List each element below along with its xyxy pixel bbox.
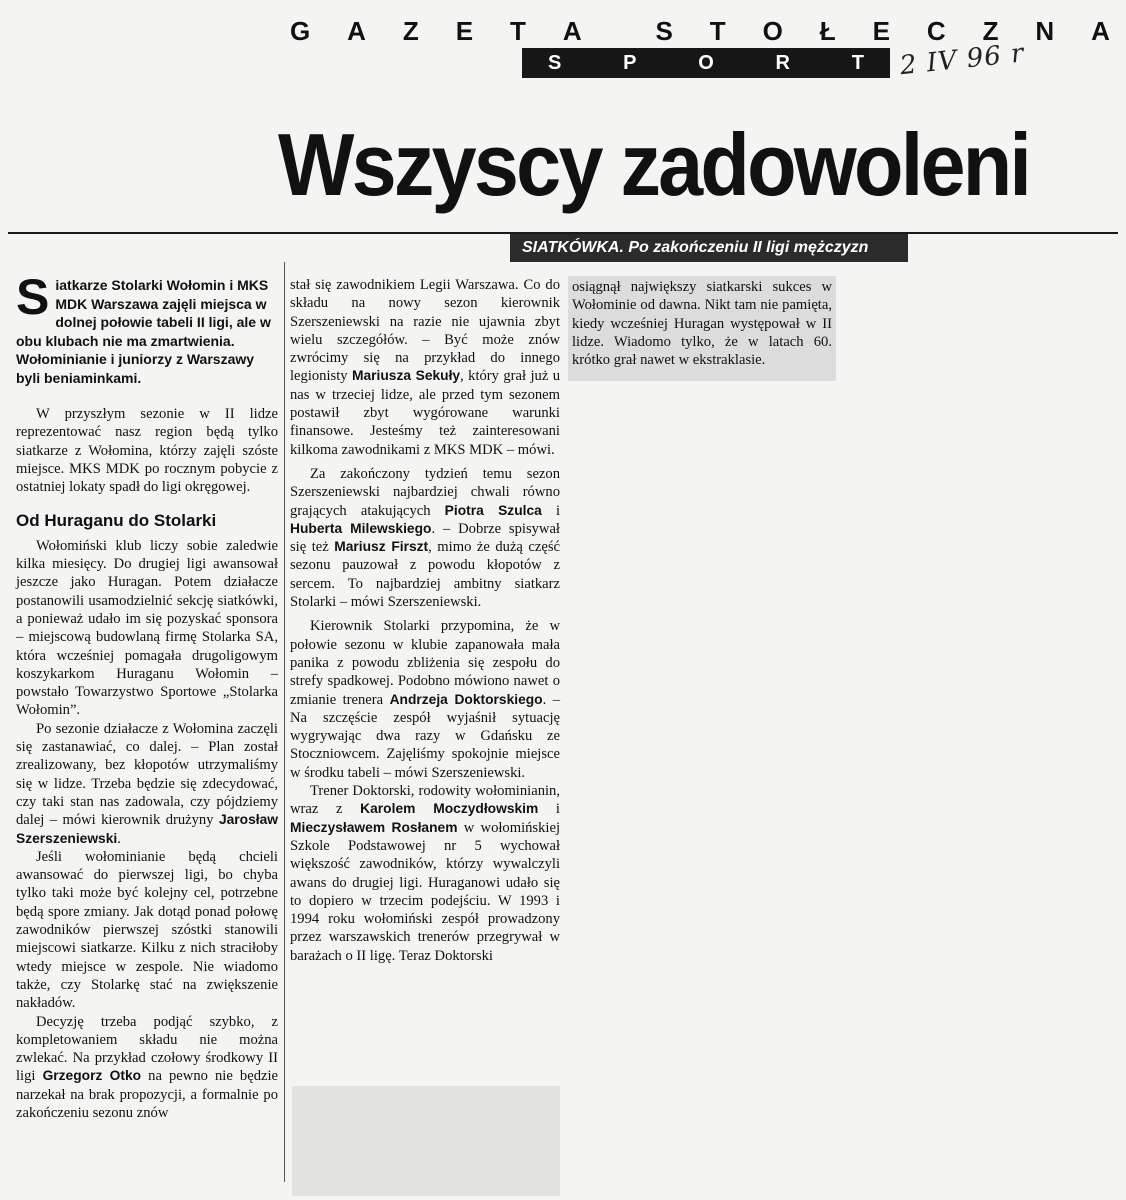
person-name: Mieczysławem Rosłanem <box>290 819 458 835</box>
section-letter: P <box>623 51 637 74</box>
column-3 <box>568 276 836 381</box>
paragraph: osiągnął największy siatkarski sukces w Wołominie od dawna. Nikt tam nie pamięta, kiedy wcześniej Huragan występował w II lidze. Wiadomo tylko, że w latach 60. krótko grał nawet w ekstraklasie. <box>572 279 832 369</box>
bleed-through-handwriting <box>840 270 1120 1170</box>
paragraph: stał się zawodnikiem Legii Warszawa. Co do składu na nowy sezon kierownik Szerszeniewski na razie nie ujawnia zbyt wielu szczegółów. – Być może znów zwrócimy się na przykład do innego legionisty Mariusza Sekuły, który grał już u nas w trzeciej lidze, ale przed tym sezonem postawił zbyt wygórowane warunki finansowe. Jesteśmy też zainteresowani kilkoma zawodnikami z MKS MDK – mówi. <box>290 277 561 458</box>
masthead-letter: O <box>762 15 783 46</box>
masthead-letter: S <box>655 15 673 46</box>
paragraph: Wołomiński klub liczy sobie zaledwie kilka miesięcy. Do drugiej ligi awansował jeszcze jako Huragan. Potem działacze postanowili usamodzielnić sekcję siatkówki, a ponieważ udało im się pozyskać sponsora – miejscową budowlaną firmę Stolarka SA, która wcześniej pomagała drugoligowym koszykarkom Huraganu Wołomin – powstało Towarzystwo Sportowe „Stolarka Wołomin”. <box>16 537 278 719</box>
paragraph: Za zakończony tydzień temu sezon Szerszeniewski najbardziej chwali równo grających atakujących Piotra Szulca i Huberta Milewskiego. – Dobrze spisywał się też Mariusz Firszt, mimo że dużą część sezonu pauzował z powodu kłopotów z sercem. To najbardziej ambitny siatkarz Stolarki – mówi Szerszeniewski. <box>290 465 561 611</box>
person-name: Mariusza Sekuły <box>351 368 461 384</box>
masthead-letter: A <box>562 15 582 46</box>
masthead-letter: T <box>709 15 726 46</box>
person-name: Mariusz Firszt <box>334 539 429 555</box>
lead-text: iatkarze Stolarki Wołomin i MKS MDK Warszawa zajęli miejsca w dolnej połowie tabeli II ligi, ale w obu klubach nie ma zmartwienia. Wołominianie i juniorzy z Warszawy byli beniaminkami. <box>16 277 271 386</box>
person-name: Huberta Milewskiego <box>290 520 432 536</box>
paragraph: Jeśli wołominianie będą chcieli awansować do pierwszej ligi, bo chyba tylko taki może być kolejny cel, potrzebne będą spore zmiany. Jak dotąd ponad połowę zawodników pierwszej szóstki stanowili miejscowi siatkarze. Kilku z nich straciłoby wtedy miejsce w zespole. Nie wiadomo także, czy Stolarkę stać na zwiększenie nakładów. <box>16 848 278 1012</box>
column-2 <box>290 276 560 965</box>
section-letter: T <box>851 51 864 74</box>
person-name: Piotra Szulca <box>444 502 542 518</box>
section-bar-sport <box>522 48 890 78</box>
masthead-letter: T <box>510 15 526 46</box>
masthead-letter: E <box>872 15 890 46</box>
masthead-letter: N <box>1035 15 1055 46</box>
masthead-letter: C <box>926 15 946 46</box>
lead-paragraph <box>16 269 278 387</box>
paragraph: Decyzję trzeba podjąć szybko, z kompletowaniem składu nie można zwlekać. Na przykład czołowy środkowy II ligi Grzegorz Otko na pewno nie będzie narzekał na brak propozycji, a formalnie po zakończeniu sezonu znów <box>16 1013 279 1121</box>
drop-cap: S <box>16 269 50 325</box>
person-name: Karolem Moczydłowskim <box>360 801 539 817</box>
section-title: Od Huraganu do Stolarki <box>16 511 217 531</box>
section-letter: S <box>548 51 562 74</box>
paragraph: Trener Doktorski, rodowity wołominianin, wraz z Karolem Moczydłowskim i Mieczysławem Rosłanem w wołomińskiej Szkole Podstawowej nr 5 wychował większość zawodników, którzy wywalczyli awans do drugiej ligi. Huraganowi udało się to dopiero w trzecim podejściu. W 1993 i 1994 roku wołomiński zespół prowadzony przez warszawskich trenerów przegrywał w barażach o II ligę. Teraz Doktorski <box>290 783 560 964</box>
paragraph: Kierownik Stolarki przypomina, że w połowie sezonu w klubie zapanowała mała panika z powodu zbliżenia się zespołu do strefy spadkowej. Podobno mówiono nawet o zmianie trenera Andrzeja Doktorskiego. – Na szczęście zespół wyjaśnił sytuację wygrywając dwa razy w Gdańsku ze Stoczniowcem. Zajęliśmy spokojnie miejsce w środku tabeli – mówi Szerszeniewski. <box>290 618 561 781</box>
paragraph: W przyszłym sezonie w II lidze reprezentować nasz region będą tylko siatkarze z Wołomina, którzy zajęli szóste miejsce. MKS MDK po rocznym pobycie z ostatniej lokaty spadł do ligi okręgowej. <box>16 406 278 496</box>
person-name: Andrzeja Doktorskiego <box>389 691 543 707</box>
handwritten-date: 2 IV 96 r <box>898 38 1026 82</box>
section-letter: O <box>698 51 714 74</box>
column-1 <box>16 269 279 1122</box>
masthead-letter: A <box>347 15 366 46</box>
masthead-letter: E <box>455 15 474 46</box>
masthead-letter: Z <box>402 15 419 46</box>
masthead-letter: Ł <box>819 15 836 46</box>
headline: Wszyscy zadowoleni <box>278 115 1030 214</box>
column-shade <box>292 1086 560 1196</box>
section-letter: R <box>775 51 790 74</box>
subheadline: SIATKÓWKA. Po zakończeniu II ligi mężczyzn <box>510 234 908 262</box>
person-name: Jarosław Szerszeniewski <box>16 812 278 846</box>
masthead-letter: Z <box>982 15 999 46</box>
masthead-letter: A <box>1091 15 1110 46</box>
masthead-letter: G <box>290 15 311 46</box>
paragraph: Po sezonie działacze z Wołomina zaczęli się zastanawiać, co dalej. – Plan został zrealizowany, bez kłopotów utrzymaliśmy się w lidze. Trzeba będzie się zdecydować, czy taki stan nas zadowala, czy pójdziemy dalej – mówi kierownik drużyny Jarosław Szerszeniewski. <box>16 720 278 847</box>
person-name: Grzegorz Otko <box>42 1068 142 1084</box>
column-divider <box>284 262 285 1182</box>
